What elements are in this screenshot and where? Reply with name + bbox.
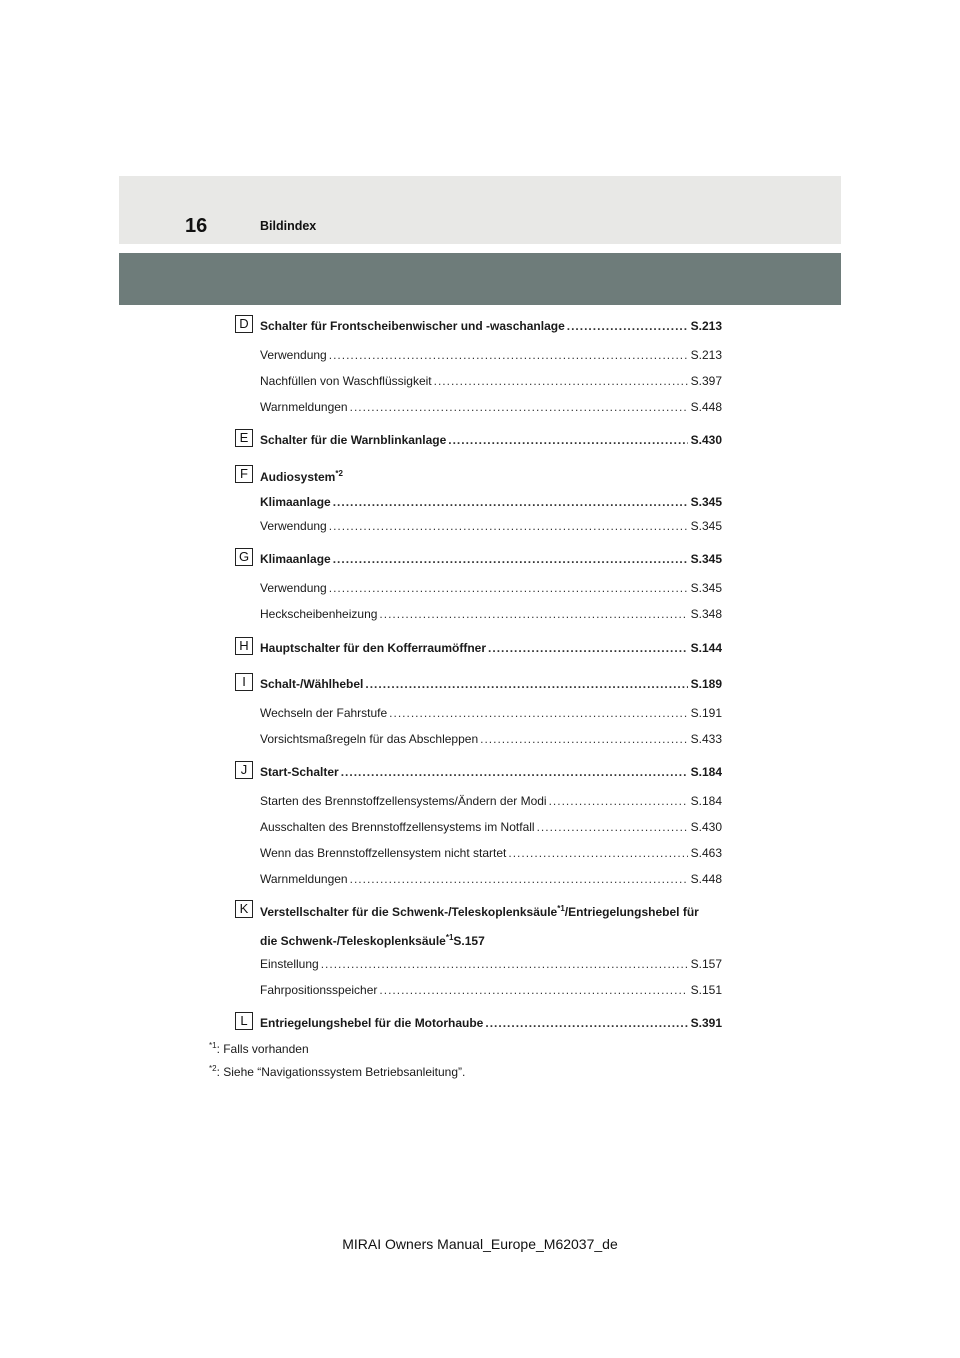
section-title: Bildindex (260, 219, 317, 233)
index-entry-hazard-switch[interactable]: Schalter für die Warnblinkanlage ..... S.430 (260, 433, 722, 451)
entry-page: S.213 (690, 319, 722, 333)
index-subentry[interactable]: Heckscheibenheizung ..... S.348 (260, 607, 722, 625)
header-band (119, 176, 841, 244)
index-subentry[interactable]: Vorsichtsmaßregeln für das Abschleppen ..... S.433 (260, 732, 722, 750)
index-entry-trunk-opener[interactable]: Hauptschalter für den Kofferraumöffner ..... S.144 (260, 641, 722, 659)
index-entry-hood-release[interactable]: Entriegelungshebel für die Motorhaube ..... S.391 (260, 1016, 722, 1034)
index-subentry[interactable]: Wechseln der Fahrstufe ..... S.191 (260, 706, 722, 724)
index-subentry[interactable]: Verwendung ..... S.213 (260, 348, 722, 366)
index-subentry[interactable]: Fahrpositionsspeicher ..... S.151 (260, 983, 722, 1001)
index-entry-climate[interactable]: Klimaanlage ..... S.345 (260, 552, 722, 570)
index-letter-l: L (235, 1012, 253, 1030)
index-entry-steering-column-switch[interactable]: Verstellschalter für die Schwenk-/Teleskoplenksäule$^{*1}$/Entriegelungshebel für (260, 904, 699, 919)
index-letter-f: F (235, 465, 253, 483)
index-subentry[interactable]: Starten des Brennstoffzellensystems/Ändern der Modi ..... S.184 (260, 794, 722, 812)
index-subentry[interactable]: Verwendung ..... S.345 (260, 519, 722, 537)
footnote-2: $^{*2}$: Siehe “Navigationssystem Betriebsanleitung”. (209, 1064, 466, 1079)
entry-label: Schalter für Frontscheibenwischer und -waschanlage (260, 319, 565, 333)
page-number: 16 (185, 215, 208, 237)
index-subentry[interactable]: Warnmeldungen ..... S.448 (260, 400, 722, 418)
index-letter-h: H (235, 637, 253, 655)
footnote-1: $^{*1}$: Falls vorhanden (209, 1041, 309, 1056)
index-entry-start-switch[interactable]: Start-Schalter ..... S.184 (260, 765, 722, 783)
index-subentry[interactable]: Warnmeldungen ..... S.448 (260, 872, 722, 890)
index-letter-k: K (235, 900, 253, 918)
index-subentry[interactable]: Nachfüllen von Waschflüssigkeit ..... S.397 (260, 374, 722, 392)
index-entry-steering-column-lever[interactable]: die Schwenk-/Teleskoplenksäule$^{*1}$S.157 (260, 933, 485, 948)
index-letter-i: I (235, 673, 253, 691)
index-subentry[interactable]: Wenn das Brennstoffzellensystem nicht startet ..... S.463 (260, 846, 722, 864)
index-entry-audio-system[interactable]: Audiosystem$^{*2}$ (260, 469, 343, 484)
index-entry-shift-lever[interactable]: Schalt-/Wählhebel ..... S.189 (260, 677, 722, 695)
index-subentry[interactable]: Einstellung ..... S.157 (260, 957, 722, 975)
index-letter-g: G (235, 548, 253, 566)
index-letter-j: J (235, 761, 253, 779)
index-entry-wiper-switch[interactable] (260, 319, 722, 337)
index-letter-d: D (235, 315, 253, 333)
index-entry-climate[interactable]: Klimaanlage ..... S.345 (260, 495, 722, 513)
section-banner (119, 253, 841, 305)
index-subentry[interactable]: Ausschalten des Brennstoffzellensystems im Notfall ..... S.430 (260, 820, 722, 838)
index-subentry[interactable]: Verwendung ..... S.345 (260, 581, 722, 599)
footer-manual-name: MIRAI Owners Manual_Europe_M62037_de (342, 1236, 618, 1252)
index-letter-e: E (235, 429, 253, 447)
